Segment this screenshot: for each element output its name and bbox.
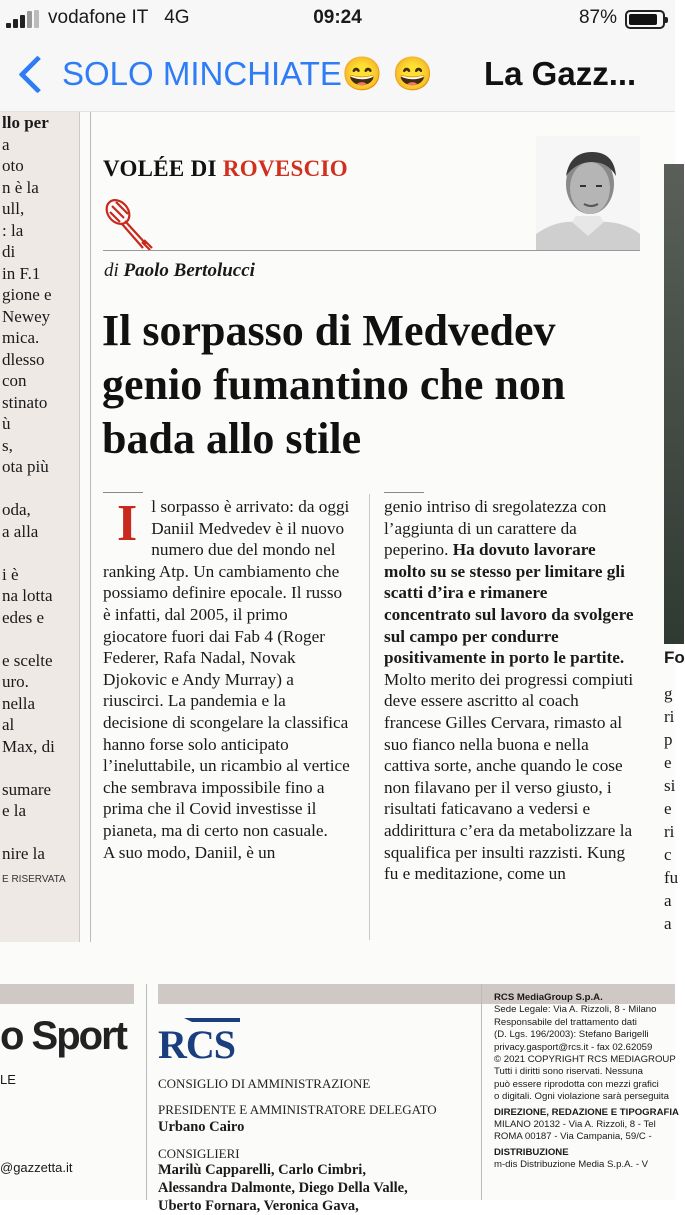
- column-divider: [90, 112, 91, 942]
- battery-percent: 87%: [578, 7, 617, 28]
- rcs-logo: [158, 1016, 240, 1067]
- legal-line: Tutti i diritti sono riservati. Nessuna: [494, 1066, 643, 1078]
- president-name: Urbano Cairo: [158, 1119, 245, 1135]
- right-column-line: si: [664, 776, 676, 795]
- back-chevron-icon[interactable]: [14, 52, 48, 96]
- legal-line: DISTRIBUZIONE: [494, 1146, 569, 1158]
- navigation-bar: [0, 36, 675, 112]
- left-column-line: con: [2, 371, 27, 390]
- byline: di Paolo Bertolucci: [104, 260, 255, 281]
- right-column-line: a: [664, 891, 672, 910]
- right-photo: [664, 164, 684, 644]
- left-column-line: [0, 757, 79, 779]
- left-column-line: a: [2, 134, 10, 154]
- rcs-logo-text: RCS: [158, 1022, 236, 1067]
- bold-passage: Ha dovuto lavorare molto su se stesso per limitare gli scatti d’ira e rimanere concentrato sul lavoro da svolgere sul campo per condurre positivamente in porto le partite.: [384, 540, 634, 668]
- legal-line: privacy.gasport@rcs.it - fax 02.62059: [494, 1041, 653, 1053]
- adjacent-article-left: [0, 112, 80, 942]
- left-column-line: ù: [2, 414, 11, 433]
- right-column-line: e: [664, 753, 672, 772]
- president-label: PRESIDENTE E AMMINISTRATORE DELEGATO: [158, 1102, 437, 1117]
- right-column-line: g: [664, 684, 673, 703]
- consiglieri-label: CONSIGLIERI: [158, 1146, 240, 1161]
- author-portrait: [536, 136, 640, 250]
- right-column-line: fu: [664, 868, 679, 887]
- footer-left: o Sport LE @gazzetta.it: [0, 1014, 126, 1175]
- left-column-line: a alla: [2, 521, 39, 541]
- column-divider: [369, 494, 370, 940]
- article-headline: Il sorpasso di Medvedev genio fumantino che non bada allo stile: [102, 306, 566, 463]
- adjacent-article-right: [650, 112, 685, 942]
- left-column-line: Max, di: [2, 736, 55, 756]
- right-column-line: p: [664, 730, 673, 749]
- carrier-name: vodafone IT 4G: [48, 7, 190, 28]
- left-column-line: uro.: [2, 672, 29, 691]
- left-column-line: i è: [2, 564, 19, 584]
- legal-line: (D. Lgs. 196/2003): Stefano Barigelli: [494, 1029, 649, 1041]
- legal-line: MILANO 20132 - Via A. Rizzoli, 8 - Tel: [494, 1119, 656, 1131]
- left-column-line: : la: [2, 220, 24, 240]
- left-column-line: [0, 478, 79, 500]
- author-name: Paolo Bertolucci: [123, 260, 255, 281]
- left-column-line: dlesso: [2, 349, 45, 369]
- footer-email: @gazzetta.it: [0, 1160, 73, 1175]
- legal-line: © 2021 COPYRIGHT RCS MEDIAGROUP: [494, 1054, 676, 1066]
- legal-line: Responsabile del trattamento dati: [494, 1016, 637, 1028]
- legal-line: Sede Legale: Via A. Rizzoli, 8 - Milano: [494, 1004, 657, 1016]
- footer-divider: [146, 984, 147, 1200]
- left-column-line: ota più: [2, 457, 49, 476]
- chat-title[interactable]: La Gazz...: [484, 55, 637, 92]
- gazzetta-logo: o Sport: [0, 1014, 126, 1058]
- network-type: 4G: [164, 7, 190, 28]
- legal-line: m-dis Distribuzione Media S.p.A. - V: [494, 1159, 649, 1171]
- left-column-line: ull,: [2, 199, 25, 218]
- right-column-line: c: [664, 845, 672, 864]
- footer-legal: [494, 992, 679, 1172]
- legal-line: ROMA 00187 - Via Campania, 59/C -: [494, 1131, 652, 1143]
- newspaper-photo[interactable]: [0, 112, 685, 1214]
- right-column-line: a: [664, 914, 672, 933]
- left-column-line: oto: [2, 156, 24, 175]
- left-column-line: in F.1: [2, 263, 41, 283]
- clock: 09:24: [313, 7, 362, 28]
- left-column-line: di: [2, 242, 16, 261]
- article-column-2: genio intriso di sregolatezza con l’aggiunta di un carattere da peperino. Ha dovuto lavorare molto su se stesso per limitare gli scatti d’ira e rimanere concentrato sul lavoro da svolgere sul campo per condurre positivamente in porto le partite. Molto merito dei progressi compiuti deve essere ascritto al coach francese Gilles Cervara, rimasto al suo fianco nella buona e nella cattiva sorte, anche quando le cose non filavano per il verso giusto, i risultati faticavano a vedersi e addirittura c’era da metabolizzare la squalifica per insulti razzisti. Kung fu e meditazione, come un: [384, 497, 634, 884]
- legal-line: DIREZIONE, REDAZIONE E TIPOGRAFIA: [494, 1106, 679, 1118]
- left-column-line: e la: [2, 801, 27, 820]
- footer-divider: [481, 984, 482, 1200]
- left-column-line: n è la: [2, 177, 39, 197]
- left-column-line: oda,: [2, 500, 31, 519]
- section-rule: [103, 250, 640, 251]
- left-column-copyright: E RISERVATA: [2, 873, 66, 885]
- section-heading: VOLÉE DI ROVESCIO: [103, 156, 348, 181]
- left-column-line: [0, 542, 79, 564]
- left-column-line: s,: [2, 435, 13, 455]
- column-top-rule: [384, 492, 424, 493]
- left-column-line: [0, 822, 79, 844]
- article-column-1: Il sorpasso è arrivato: da oggi Daniil Medvedev è il nuovo numero due del mondo nel ranking Atp. Un cambiamento che possiamo definire epocale. Il russo è infatti, dal 2005, il primo giocatore fuori dai Fab 4 (Roger Federer, Rafa Nadal, Novak Djokovic e Andy Murray) a riuscirci. La pandemia e la decisione di scongelare la classifica hanno forse solo anticipato l’ineluttabile, un ricambio al vertice che sembrava impossibile fino a prima che il Covid investisse il pianeta, ma di certo non casuale. A suo modo, Daniil, è un: [103, 495, 350, 862]
- status-bar: [0, 0, 675, 36]
- left-column-line: al: [2, 715, 15, 734]
- legal-line: RCS MediaGroup S.p.A.: [494, 992, 603, 1003]
- battery-icon: [625, 10, 665, 29]
- left-column-line: na lotta: [2, 586, 53, 605]
- left-column-line: Newey: [2, 306, 51, 326]
- drop-cap: I: [117, 495, 138, 552]
- left-column-line: [0, 628, 79, 650]
- right-photo-caption: Fo: [664, 648, 685, 667]
- legal-line: o digitali. Ogni violazione sarà perseguita: [494, 1091, 669, 1103]
- right-column-line: ri: [664, 707, 675, 726]
- column-top-rule: [103, 492, 143, 493]
- left-column-lead: llo per: [2, 113, 49, 132]
- right-column-line: ri: [664, 822, 675, 841]
- left-column-line: sumare: [2, 779, 52, 799]
- left-column-line: mica.: [2, 328, 40, 347]
- left-column-line: nella: [2, 693, 36, 713]
- cda-label: CONSIGLIO DI AMMINISTRAZIONE: [158, 1076, 371, 1091]
- left-column-line: gione e: [2, 285, 52, 304]
- left-column-line: nire la: [2, 844, 45, 863]
- left-column-line: stinato: [2, 392, 48, 412]
- left-column-line: e scelte: [2, 650, 53, 670]
- left-column-line: edes e: [2, 607, 45, 627]
- legal-line: può essere riprodotta con mezzi grafici: [494, 1078, 659, 1090]
- masthead-footer: o Sport LE @gazzetta.it RCS CONSIGLIO DI AMMINISTRAZIONE PRESIDENTE E AMMINISTRATORE DELEGATO Urbano Cairo CONSIGLIERI Marilù Capparelli, Carlo Cimbri, Alessandra Dalmonte, Diego Della Valle, Uberto Fornara, Veronica Gava, RCS MediaGroup S.p.A. Sede Legale: Via A. Rizzoli, 8 - Milano Responsabile del trattamento dati (D. Lgs. 196/2003): Stefano Barigelli privacy.gasport@rcs.it - fax 02.62059 © 2021 COPYRIGHT RCS MEDIAGROUP Tutti i diritti sono riservati. Nessuna può essere riprodotta con mezzi grafici o digitali. Ogni violazione sarà perseguita DIREZIONE, REDAZIONE E TIPOGRAFIA MILANO 20132 - Via A. Rizzoli, 8 - Tel ROMA 00187 - Via Campania, 59/C - DISTRIBUZIONE m-dis Distribuzione Media S.p.A. - V: [0, 968, 675, 1200]
- tennis-racket-icon: [104, 196, 156, 252]
- back-button[interactable]: SOLO MINCHIATE😄 😄: [62, 55, 434, 92]
- left-column-text: [0, 134, 79, 865]
- right-column-line: e: [664, 799, 672, 818]
